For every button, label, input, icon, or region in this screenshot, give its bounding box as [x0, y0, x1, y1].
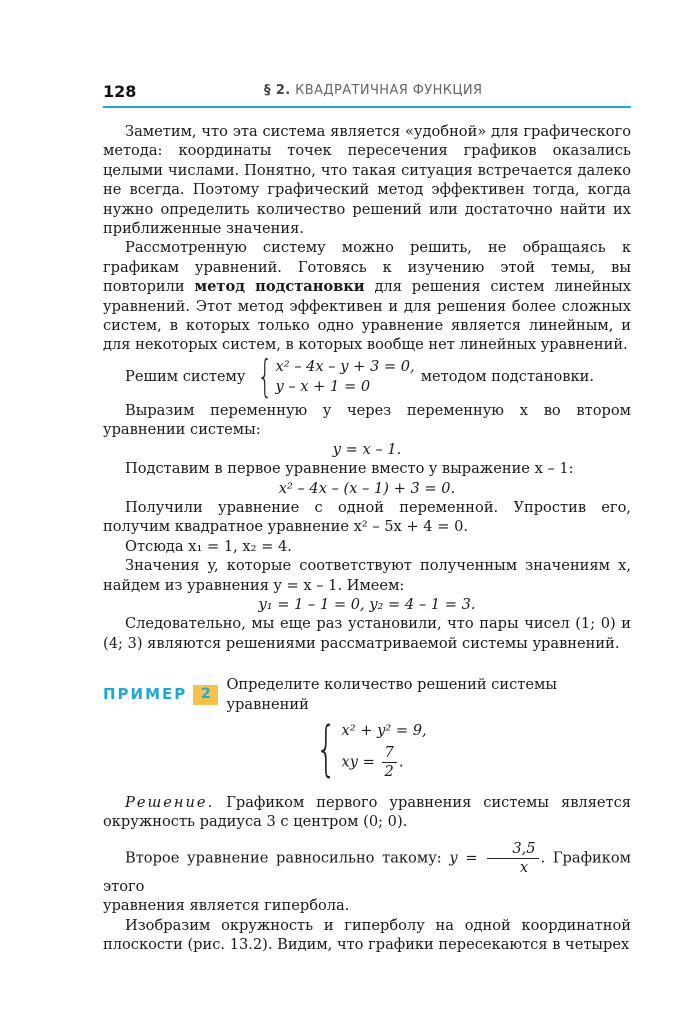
text-run: Второе уравнение равносильно такому:: [125, 849, 442, 867]
paragraph: Выразим переменную y через переменную x во втором уравнении системы:: [103, 401, 631, 439]
system-1-eq1: x² – 4x – y + 3 = 0,: [275, 357, 415, 375]
equation-system-1: [251, 350, 415, 402]
eq-left: xy =: [341, 753, 375, 771]
system-1-eq2: y – x + 1 = 0: [275, 377, 371, 395]
equation-y: y = x – 1.: [332, 440, 402, 458]
system-1-row: [103, 350, 631, 402]
denominator: x: [519, 858, 529, 876]
eq-end: .: [398, 753, 404, 771]
solution-label: Решение.: [125, 793, 215, 811]
brace-icon: {: [257, 350, 274, 402]
bold-term: метод подстановки: [194, 278, 365, 296]
page-header: [103, 82, 631, 108]
paragraph: Получили уравнение с одной переменной. Упростив его, получим квадратное уравнение x² – 5x + 4 = 0.: [103, 498, 631, 536]
brace-icon: {: [315, 714, 337, 785]
denominator: 2: [384, 762, 394, 780]
fraction: [487, 840, 538, 877]
paragraph: Подставим в первое уравнение вместо y выражение x – 1:: [125, 460, 574, 478]
paragraph-final: Изобразим окружность и гиперболу на одной координатной плоскости (рис. 13.2). Видим, что графики пересекаются в четырех: [103, 916, 631, 953]
chapter-title: КВАДРАТИЧНАЯ ФУНКЦИЯ: [295, 83, 483, 98]
chapter-section: § 2.: [264, 83, 291, 98]
paragraph-substitution-method: [103, 238, 631, 354]
eq-left: y =: [449, 849, 478, 867]
paragraph-hyperbola-cont: уравнения является гипербола.: [103, 897, 350, 915]
example-label: ПРИМЕР: [103, 684, 188, 703]
example-number-badge: 2: [193, 685, 218, 705]
paragraph: Значения y, которые соответствуют полученным значениям x, найдем из уравнения y = x – 1. Имеем:: [103, 557, 631, 594]
paragraph-conclusion: Следовательно, мы еще раз установили, что пары чисел (1; 0) и (4; 3) являются решениями рассматриваемой системы уравнений.: [103, 615, 631, 652]
example-heading: [103, 675, 631, 714]
text-run: Графиком первого уравнения системы является окружность радиуса 3 с центром (0; 0).: [103, 793, 631, 831]
text-run: Рассмотренную систему можно решить, не обращаясь к графикам уравнений. Готовясь к изучению этой темы, вы повторили: [103, 239, 631, 296]
chapter-heading: [264, 83, 482, 98]
fraction: [382, 744, 397, 781]
text-run: для решения систем линейных уравнений. Этот метод эффективен и для решения более сложных систем, в которых только одно уравнение является линейным, и для некоторых систем, в которых вообще нет линейных уравнений.: [103, 278, 631, 354]
numerator: 3,5: [487, 840, 538, 859]
page-body: [103, 122, 631, 954]
solve-prefix: Решим систему: [125, 368, 246, 386]
equation-values: y₁ = 1 – 1 = 0, y₂ = 4 – 1 = 3.: [258, 595, 476, 613]
example-text: Определите количество решений системы уравнений: [226, 676, 557, 713]
solve-suffix: методом подстановки.: [420, 368, 594, 386]
numerator: 7: [382, 744, 397, 763]
paragraph-solution: [103, 793, 631, 832]
system-2-eq1: x² + y² = 9,: [341, 721, 427, 739]
system-2-eq2: [342, 744, 427, 781]
equation-system-2: [103, 714, 631, 785]
paragraph-roots: Отсюда x₁ = 1, x₂ = 4.: [125, 537, 292, 555]
equation-substitution: x² – 4x – (x – 1) + 3 = 0.: [278, 479, 456, 497]
paragraph-hyperbola: [103, 840, 631, 896]
page-number: 128: [103, 82, 137, 101]
text-run: . Графиком этого: [103, 849, 632, 895]
paragraph: Заметим, что эта система является «удобной» для графического метода: координаты точек пересечения графиков оказались целыми числами. Понятно, что такая ситуация встречается далеко не всегда. Поэтому графический метод эффективен тогда, когда нужно определить количество решений или достаточно найти их приближенные значения.: [103, 123, 631, 238]
